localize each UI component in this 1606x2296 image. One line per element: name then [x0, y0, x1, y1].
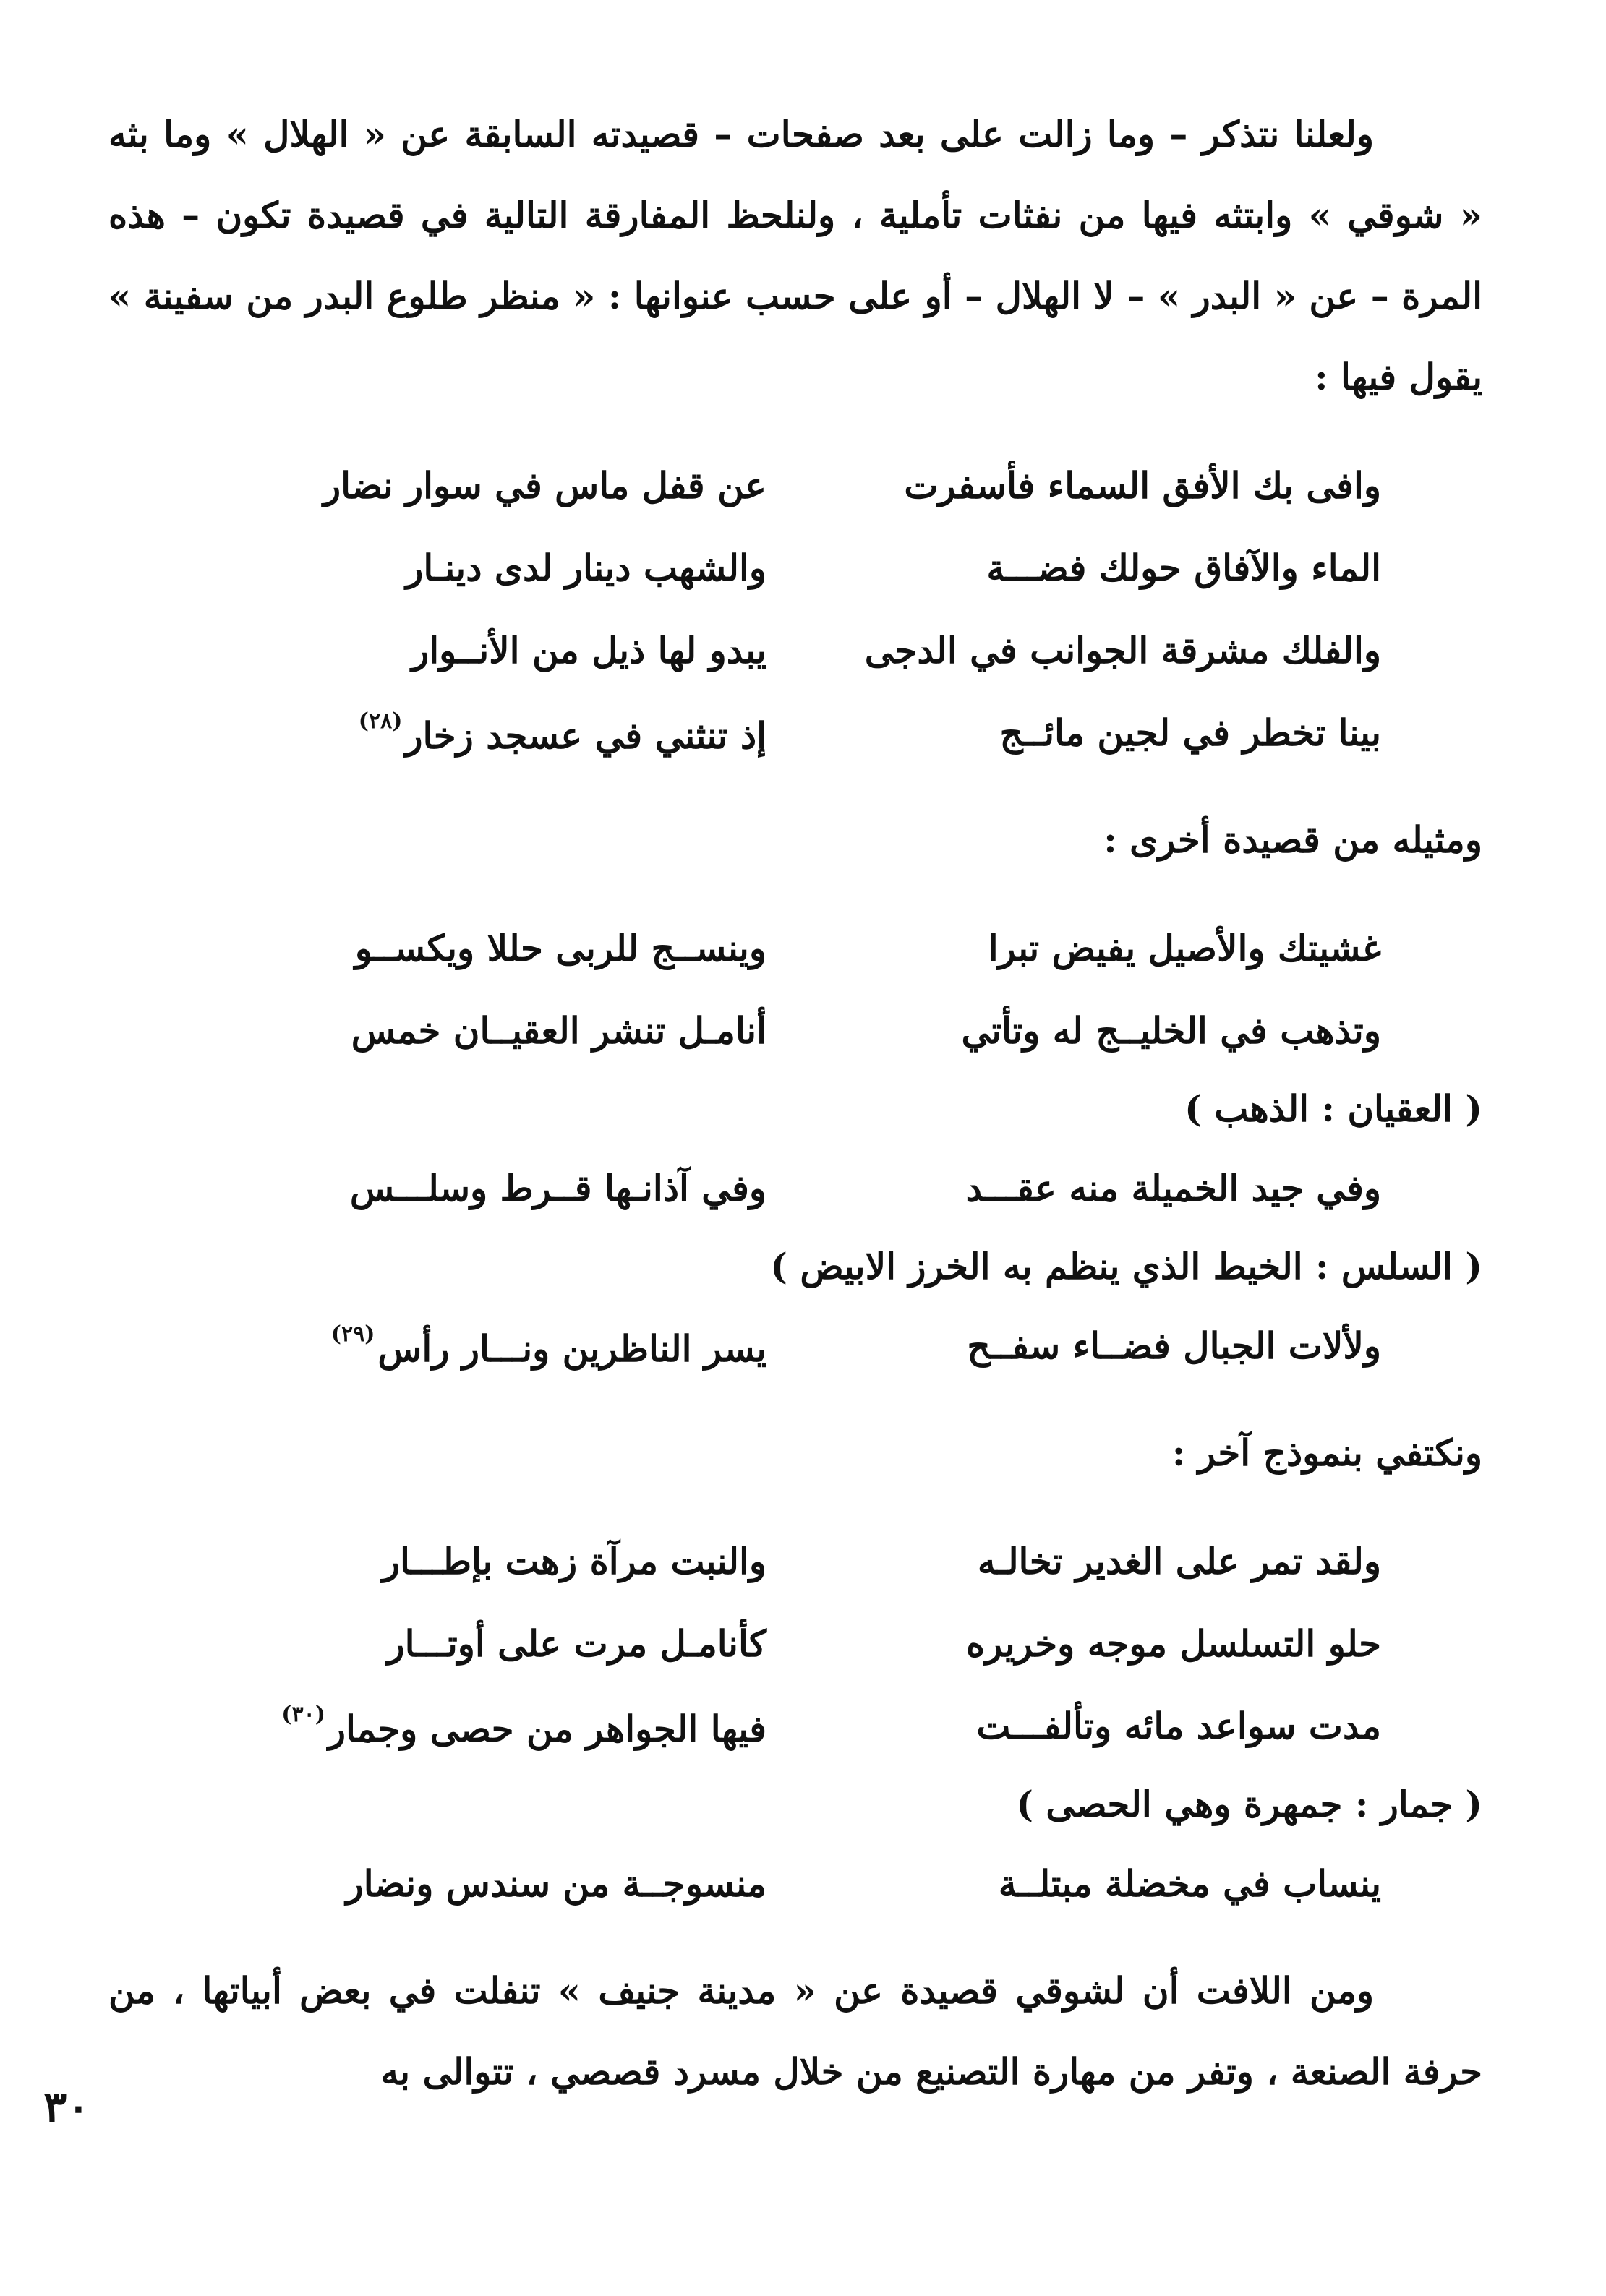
verse-line — [108, 1520, 1482, 1602]
verse-first-hemistich: ولألات الجبال فضــاء سفــح — [967, 1324, 1381, 1367]
verse-second-hemistich: كأنامـل مرت على أوتـــار — [387, 1622, 766, 1665]
verse-line — [108, 691, 1482, 774]
verse-first-hemistich: وفي جيد الخميلة منه عقـــد — [965, 1166, 1381, 1209]
verse-line — [108, 1147, 1482, 1229]
verse-line — [108, 1602, 1482, 1684]
verse-second-hemistich: أنامـل تنشر العقيــان خمس — [351, 1008, 766, 1052]
poem-block-3 — [108, 1520, 1482, 1924]
verse-second-hemistich: فيها الجواهر من حصى وجمار$^{(٣٠)}$ — [281, 1701, 766, 1750]
verse-second-hemistich: إذ تنثني في عسجد زخار$^{(٢٨)}$ — [358, 708, 766, 757]
page-number: ٣٠ — [43, 2082, 90, 2133]
poem-block-1 — [108, 444, 1482, 774]
verse-second-hemistich: منسوجــة من سندس ونضار — [346, 1862, 766, 1905]
verse-second-hemistich: يسر الناظرين ونـــار رأس$^{(٢٩)}$ — [330, 1321, 766, 1370]
gloss-note: ( جمار : جمهرة وهي الحصى ) — [1016, 1783, 1482, 1825]
verse-line — [108, 444, 1482, 526]
verse-line — [108, 609, 1482, 691]
paragraph-closing: ومن اللافت أن لشوقي قصيدة عن « مدينة جنيف » تنفلت في بعض أبياتها ، من حرفة الصنعة ، وتفر من مهارة التصنيع من خلال مسرد قصصي ، تتوالى به — [108, 1969, 1482, 2093]
verse-second-hemistich: يبدو لها ذيل من الأنــوار — [411, 628, 766, 672]
verse-first-hemistich: والفلك مشرقة الجوانب في الدجى — [864, 628, 1381, 672]
verse-line — [108, 1304, 1482, 1387]
verse-first-hemistich: ينساب في مخضلة مبتلــة — [998, 1862, 1381, 1905]
gloss-note: ( العقيان : الذهب ) — [1184, 1087, 1482, 1130]
verse-line — [108, 989, 1482, 1071]
poem-block-2 — [108, 907, 1482, 1387]
verse-first-hemistich: ولقد تمر على الغدير تخالـه — [977, 1539, 1381, 1582]
verse-second-hemistich: وينســج للربى حللا ويكســو — [354, 926, 766, 969]
intro-line-2: ومثيله من قصيدة أخرى : — [1103, 818, 1482, 861]
verse-second-hemistich: والنبت مرآة زهت بإطـــار — [382, 1539, 766, 1582]
verse-line — [108, 526, 1482, 609]
footnote-marker: (٢٨) — [358, 708, 403, 734]
footnote-marker: (٣٠) — [281, 1701, 325, 1727]
footnote-marker: (٢٩) — [330, 1321, 375, 1347]
verse-second-hemistich: عن قفل ماس في سوار نضار — [323, 463, 766, 507]
paragraph-intro: ولعلنا نتذكر – وما زالت على بعد صفحات – قصيدته السابقة عن « الهلال » وما بثه « شوقي » وابتثه فيها من نفثات تأملية ، ولنلحظ المفارقة التالية في قصيدة تكون – هذه المرة – عن « البدر » – لا الهلال – أو على حسب عنوانها : « منظر طلوع البدر من سفينة » يقول فيها : — [108, 113, 1482, 398]
verse-line — [108, 907, 1482, 989]
gloss-note: ( السلس : الخيط الذي ينظم به الخرز الابيض ) — [770, 1245, 1482, 1288]
page-body — [108, 94, 1482, 2227]
verse-line — [108, 1684, 1482, 1767]
verse-first-hemistich: غشيتك والأصيل يفيض تبرا — [988, 926, 1381, 969]
verse-first-hemistich: الماء والآفاق حولك فضـــة — [986, 546, 1381, 589]
verse-first-hemistich: مدت سواعد مائه وتألفـــت — [976, 1704, 1381, 1747]
verse-line — [108, 1842, 1482, 1924]
verse-first-hemistich: حلو التسلسل موجه وخريره — [965, 1622, 1381, 1665]
verse-first-hemistich: وتذهب في الخليــج له وتأتي — [961, 1008, 1381, 1052]
verse-first-hemistich: وافى بك الأفق السماء فأسفرت — [904, 463, 1381, 507]
intro-line-3: ونكتفي بنموذج آخر : — [1171, 1431, 1482, 1474]
verse-first-hemistich: بينا تخطر في لجين مائــج — [999, 711, 1381, 754]
verse-second-hemistich: وفي آذانـها قــرط وسلـــس — [349, 1166, 766, 1209]
verse-second-hemistich: والشهب دينار لدى دينـار — [406, 546, 766, 589]
